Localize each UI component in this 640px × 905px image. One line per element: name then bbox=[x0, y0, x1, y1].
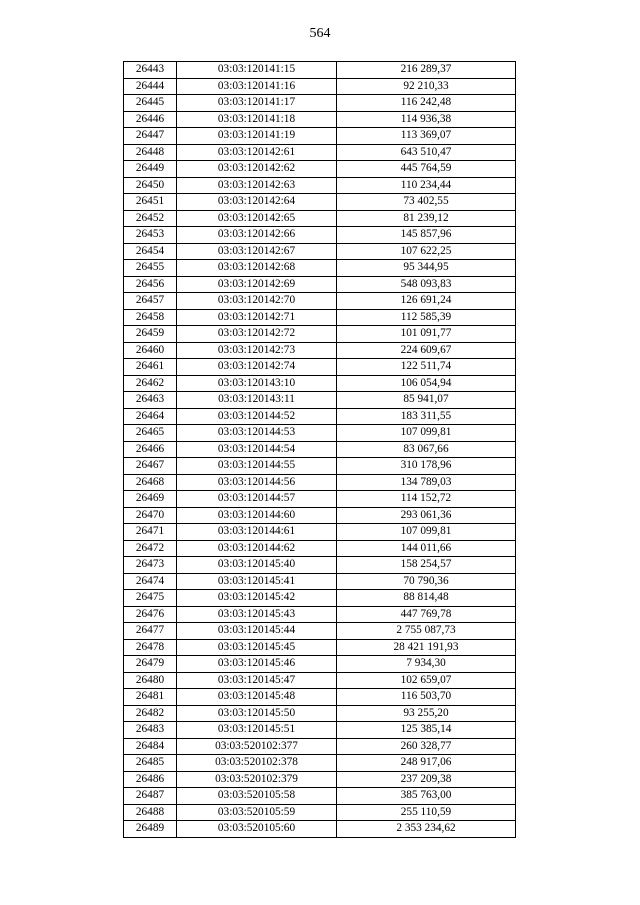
row-number-cell: 26453 bbox=[124, 227, 177, 244]
row-number-cell: 26444 bbox=[124, 78, 177, 95]
table-row bbox=[124, 359, 516, 376]
row-number-cell: 26464 bbox=[124, 408, 177, 425]
cadastral-number-cell: 03:03:120142:66 bbox=[177, 227, 337, 244]
row-number-cell: 26457 bbox=[124, 293, 177, 310]
table-row bbox=[124, 722, 516, 739]
cadastral-number-cell: 03:03:120144:60 bbox=[177, 507, 337, 524]
table-row bbox=[124, 639, 516, 656]
cadastral-value-cell: 113 369,07 bbox=[337, 128, 516, 145]
cadastral-number-cell: 03:03:120142:73 bbox=[177, 342, 337, 359]
row-number-cell: 26454 bbox=[124, 243, 177, 260]
row-number-cell: 26486 bbox=[124, 771, 177, 788]
row-number-cell: 26455 bbox=[124, 260, 177, 277]
table-body bbox=[124, 62, 516, 838]
cadastral-number-cell: 03:03:120144:54 bbox=[177, 441, 337, 458]
row-number-cell: 26468 bbox=[124, 474, 177, 491]
table-row bbox=[124, 408, 516, 425]
row-number-cell: 26484 bbox=[124, 738, 177, 755]
cadastral-number-cell: 03:03:520102:377 bbox=[177, 738, 337, 755]
cadastral-number-cell: 03:03:120141:15 bbox=[177, 62, 337, 79]
table-row bbox=[124, 128, 516, 145]
row-number-cell: 26456 bbox=[124, 276, 177, 293]
cadastral-value-cell: 158 254,57 bbox=[337, 557, 516, 574]
table-row bbox=[124, 210, 516, 227]
cadastral-value-cell: 385 763,00 bbox=[337, 788, 516, 805]
cadastral-value-cell: 114 936,38 bbox=[337, 111, 516, 128]
table-row bbox=[124, 557, 516, 574]
cadastral-value-cell: 125 385,14 bbox=[337, 722, 516, 739]
row-number-cell: 26488 bbox=[124, 804, 177, 821]
row-number-cell: 26474 bbox=[124, 573, 177, 590]
table-row bbox=[124, 260, 516, 277]
cadastral-number-cell: 03:03:120142:61 bbox=[177, 144, 337, 161]
row-number-cell: 26475 bbox=[124, 590, 177, 607]
cadastral-number-cell: 03:03:520105:60 bbox=[177, 821, 337, 838]
table-row bbox=[124, 771, 516, 788]
row-number-cell: 26471 bbox=[124, 524, 177, 541]
cadastral-number-cell: 03:03:520105:58 bbox=[177, 788, 337, 805]
table-row bbox=[124, 243, 516, 260]
cadastral-value-cell: 255 110,59 bbox=[337, 804, 516, 821]
table-row bbox=[124, 804, 516, 821]
row-number-cell: 26461 bbox=[124, 359, 177, 376]
cadastral-value-cell: 248 917,06 bbox=[337, 755, 516, 772]
cadastral-number-cell: 03:03:120145:51 bbox=[177, 722, 337, 739]
cadastral-number-cell: 03:03:520102:378 bbox=[177, 755, 337, 772]
cadastral-number-cell: 03:03:120145:50 bbox=[177, 705, 337, 722]
row-number-cell: 26467 bbox=[124, 458, 177, 475]
cadastral-value-cell: 310 178,96 bbox=[337, 458, 516, 475]
cadastral-value-cell: 70 790,36 bbox=[337, 573, 516, 590]
row-number-cell: 26477 bbox=[124, 623, 177, 640]
cadastral-value-cell: 224 609,67 bbox=[337, 342, 516, 359]
cadastral-value-cell: 2 353 234,62 bbox=[337, 821, 516, 838]
cadastral-value-cell: 237 209,38 bbox=[337, 771, 516, 788]
cadastral-number-cell: 03:03:520102:379 bbox=[177, 771, 337, 788]
cadastral-number-cell: 03:03:120141:18 bbox=[177, 111, 337, 128]
table-row bbox=[124, 821, 516, 838]
cadastral-number-cell: 03:03:120143:11 bbox=[177, 392, 337, 409]
table-row bbox=[124, 276, 516, 293]
table-row bbox=[124, 309, 516, 326]
cadastral-number-cell: 03:03:120142:63 bbox=[177, 177, 337, 194]
table-row bbox=[124, 524, 516, 541]
row-number-cell: 26465 bbox=[124, 425, 177, 442]
cadastral-number-cell: 03:03:120142:65 bbox=[177, 210, 337, 227]
table-row bbox=[124, 656, 516, 673]
table-row bbox=[124, 540, 516, 557]
table-row bbox=[124, 161, 516, 178]
table-row bbox=[124, 425, 516, 442]
table-row bbox=[124, 573, 516, 590]
cadastral-value-table bbox=[123, 61, 516, 838]
cadastral-value-cell: 83 067,66 bbox=[337, 441, 516, 458]
cadastral-number-cell: 03:03:120144:53 bbox=[177, 425, 337, 442]
cadastral-value-cell: 28 421 191,93 bbox=[337, 639, 516, 656]
table-row bbox=[124, 95, 516, 112]
row-number-cell: 26447 bbox=[124, 128, 177, 145]
cadastral-value-cell: 116 503,70 bbox=[337, 689, 516, 706]
row-number-cell: 26469 bbox=[124, 491, 177, 508]
cadastral-value-cell: 145 857,96 bbox=[337, 227, 516, 244]
cadastral-number-cell: 03:03:120145:41 bbox=[177, 573, 337, 590]
cadastral-value-cell: 88 814,48 bbox=[337, 590, 516, 607]
row-number-cell: 26460 bbox=[124, 342, 177, 359]
row-number-cell: 26470 bbox=[124, 507, 177, 524]
page-number: 564 bbox=[309, 26, 331, 41]
cadastral-value-cell: 95 344,95 bbox=[337, 260, 516, 277]
row-number-cell: 26489 bbox=[124, 821, 177, 838]
table-row bbox=[124, 590, 516, 607]
table-row bbox=[124, 474, 516, 491]
row-number-cell: 26462 bbox=[124, 375, 177, 392]
table-row bbox=[124, 689, 516, 706]
row-number-cell: 26482 bbox=[124, 705, 177, 722]
cadastral-value-cell: 293 061,36 bbox=[337, 507, 516, 524]
table-row bbox=[124, 111, 516, 128]
cadastral-value-cell: 92 210,33 bbox=[337, 78, 516, 95]
cadastral-number-cell: 03:03:120145:47 bbox=[177, 672, 337, 689]
table-row bbox=[124, 788, 516, 805]
cadastral-value-cell: 73 402,55 bbox=[337, 194, 516, 211]
cadastral-number-cell: 03:03:120142:72 bbox=[177, 326, 337, 343]
cadastral-value-cell: 102 659,07 bbox=[337, 672, 516, 689]
row-number-cell: 26451 bbox=[124, 194, 177, 211]
cadastral-value-cell: 126 691,24 bbox=[337, 293, 516, 310]
cadastral-value-cell: 107 099,81 bbox=[337, 425, 516, 442]
table-row bbox=[124, 144, 516, 161]
row-number-cell: 26466 bbox=[124, 441, 177, 458]
cadastral-number-cell: 03:03:120145:46 bbox=[177, 656, 337, 673]
cadastral-number-cell: 03:03:120145:42 bbox=[177, 590, 337, 607]
cadastral-number-cell: 03:03:120141:16 bbox=[177, 78, 337, 95]
cadastral-value-cell: 134 789,03 bbox=[337, 474, 516, 491]
cadastral-value-cell: 445 764,59 bbox=[337, 161, 516, 178]
cadastral-number-cell: 03:03:120144:57 bbox=[177, 491, 337, 508]
table-row bbox=[124, 672, 516, 689]
row-number-cell: 26487 bbox=[124, 788, 177, 805]
cadastral-number-cell: 03:03:120145:45 bbox=[177, 639, 337, 656]
row-number-cell: 26480 bbox=[124, 672, 177, 689]
cadastral-value-cell: 447 769,78 bbox=[337, 606, 516, 623]
table-row bbox=[124, 177, 516, 194]
cadastral-number-cell: 03:03:120145:48 bbox=[177, 689, 337, 706]
table-row bbox=[124, 62, 516, 79]
row-number-cell: 26463 bbox=[124, 392, 177, 409]
cadastral-number-cell: 03:03:120144:52 bbox=[177, 408, 337, 425]
row-number-cell: 26472 bbox=[124, 540, 177, 557]
cadastral-number-cell: 03:03:120141:17 bbox=[177, 95, 337, 112]
table-row bbox=[124, 78, 516, 95]
table-row bbox=[124, 392, 516, 409]
table-row bbox=[124, 738, 516, 755]
cadastral-value-cell: 112 585,39 bbox=[337, 309, 516, 326]
cadastral-number-cell: 03:03:120142:64 bbox=[177, 194, 337, 211]
table-row bbox=[124, 326, 516, 343]
table-row bbox=[124, 458, 516, 475]
cadastral-number-cell: 03:03:120142:74 bbox=[177, 359, 337, 376]
cadastral-number-cell: 03:03:120142:67 bbox=[177, 243, 337, 260]
table-row bbox=[124, 705, 516, 722]
table-row bbox=[124, 507, 516, 524]
cadastral-number-cell: 03:03:120145:40 bbox=[177, 557, 337, 574]
row-number-cell: 26459 bbox=[124, 326, 177, 343]
row-number-cell: 26446 bbox=[124, 111, 177, 128]
table-row bbox=[124, 441, 516, 458]
table-row bbox=[124, 491, 516, 508]
table-row bbox=[124, 293, 516, 310]
row-number-cell: 26449 bbox=[124, 161, 177, 178]
row-number-cell: 26452 bbox=[124, 210, 177, 227]
cadastral-value-cell: 85 941,07 bbox=[337, 392, 516, 409]
row-number-cell: 26481 bbox=[124, 689, 177, 706]
cadastral-number-cell: 03:03:120141:19 bbox=[177, 128, 337, 145]
cadastral-number-cell: 03:03:120142:69 bbox=[177, 276, 337, 293]
cadastral-value-cell: 93 255,20 bbox=[337, 705, 516, 722]
cadastral-number-cell: 03:03:120143:10 bbox=[177, 375, 337, 392]
cadastral-value-cell: 106 054,94 bbox=[337, 375, 516, 392]
cadastral-number-cell: 03:03:120145:43 bbox=[177, 606, 337, 623]
cadastral-number-cell: 03:03:120142:68 bbox=[177, 260, 337, 277]
table-row bbox=[124, 194, 516, 211]
cadastral-value-cell: 183 311,55 bbox=[337, 408, 516, 425]
row-number-cell: 26450 bbox=[124, 177, 177, 194]
row-number-cell: 26483 bbox=[124, 722, 177, 739]
cadastral-value-cell: 122 511,74 bbox=[337, 359, 516, 376]
row-number-cell: 26458 bbox=[124, 309, 177, 326]
cadastral-value-cell: 548 093,83 bbox=[337, 276, 516, 293]
cadastral-number-cell: 03:03:120142:62 bbox=[177, 161, 337, 178]
row-number-cell: 26478 bbox=[124, 639, 177, 656]
cadastral-value-cell: 101 091,77 bbox=[337, 326, 516, 343]
cadastral-number-cell: 03:03:520105:59 bbox=[177, 804, 337, 821]
cadastral-value-cell: 116 242,48 bbox=[337, 95, 516, 112]
cadastral-value-cell: 2 755 087,73 bbox=[337, 623, 516, 640]
cadastral-number-cell: 03:03:120145:44 bbox=[177, 623, 337, 640]
cadastral-value-cell: 107 099,81 bbox=[337, 524, 516, 541]
table-row bbox=[124, 755, 516, 772]
table-row bbox=[124, 623, 516, 640]
cadastral-value-cell: 81 239,12 bbox=[337, 210, 516, 227]
cadastral-number-cell: 03:03:120142:71 bbox=[177, 309, 337, 326]
row-number-cell: 26445 bbox=[124, 95, 177, 112]
cadastral-number-cell: 03:03:120144:55 bbox=[177, 458, 337, 475]
row-number-cell: 26448 bbox=[124, 144, 177, 161]
table-row bbox=[124, 342, 516, 359]
cadastral-number-cell: 03:03:120144:62 bbox=[177, 540, 337, 557]
cadastral-number-cell: 03:03:120144:56 bbox=[177, 474, 337, 491]
cadastral-value-cell: 114 152,72 bbox=[337, 491, 516, 508]
row-number-cell: 26443 bbox=[124, 62, 177, 79]
table-row bbox=[124, 606, 516, 623]
cadastral-number-cell: 03:03:120142:70 bbox=[177, 293, 337, 310]
row-number-cell: 26485 bbox=[124, 755, 177, 772]
cadastral-number-cell: 03:03:120144:61 bbox=[177, 524, 337, 541]
cadastral-value-cell: 216 289,37 bbox=[337, 62, 516, 79]
cadastral-value-cell: 260 328,77 bbox=[337, 738, 516, 755]
cadastral-value-cell: 110 234,44 bbox=[337, 177, 516, 194]
row-number-cell: 26479 bbox=[124, 656, 177, 673]
cadastral-value-cell: 7 934,30 bbox=[337, 656, 516, 673]
table-row bbox=[124, 375, 516, 392]
cadastral-value-cell: 144 011,66 bbox=[337, 540, 516, 557]
table-row bbox=[124, 227, 516, 244]
row-number-cell: 26473 bbox=[124, 557, 177, 574]
cadastral-value-cell: 107 622,25 bbox=[337, 243, 516, 260]
row-number-cell: 26476 bbox=[124, 606, 177, 623]
cadastral-value-cell: 643 510,47 bbox=[337, 144, 516, 161]
